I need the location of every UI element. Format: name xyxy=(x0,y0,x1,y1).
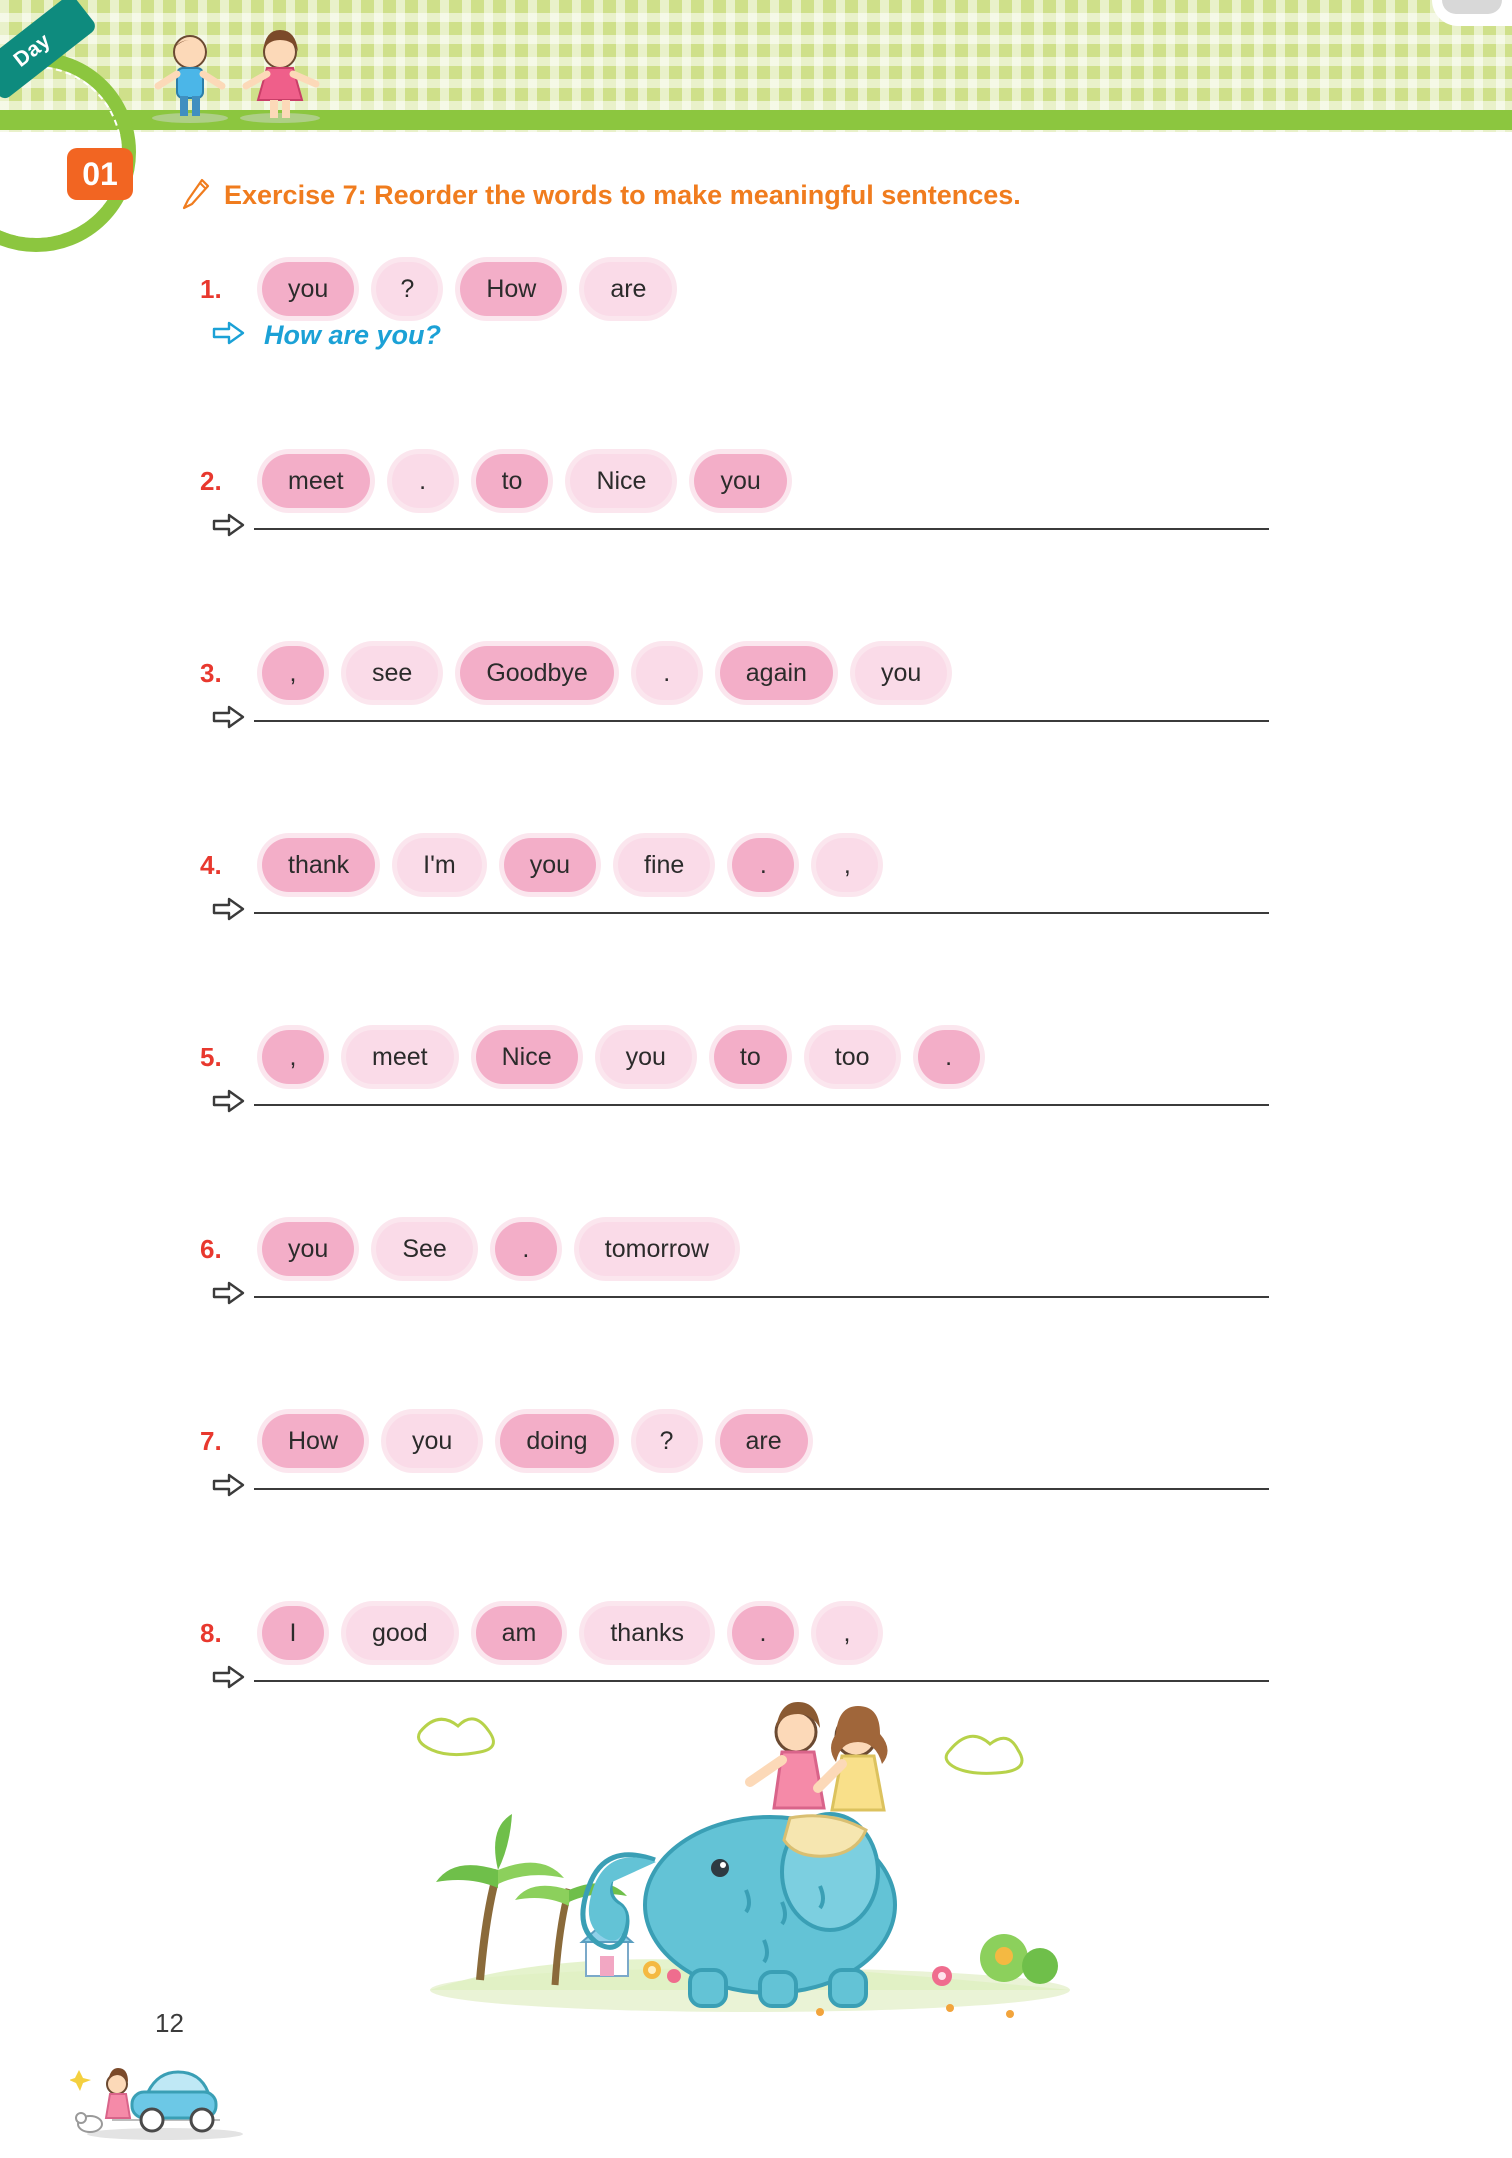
question-row xyxy=(200,1602,900,1664)
arrow-icon xyxy=(212,1280,254,1311)
word-chip[interactable]: , xyxy=(262,1030,324,1084)
word-chip[interactable]: good xyxy=(346,1606,454,1660)
word-chip[interactable]: thanks xyxy=(584,1606,710,1660)
word-chip[interactable]: . xyxy=(392,454,454,508)
word-chip[interactable]: again xyxy=(720,646,833,700)
question-row xyxy=(200,834,900,896)
word-chip[interactable]: you xyxy=(694,454,786,508)
answer-blank-line[interactable] xyxy=(254,1678,1269,1682)
word-chip[interactable]: you xyxy=(386,1414,478,1468)
answer-blank-line[interactable] xyxy=(254,1486,1269,1490)
question-block xyxy=(200,1602,900,1664)
word-chip[interactable]: ? xyxy=(636,1414,698,1468)
word-chip[interactable]: Goodbye xyxy=(460,646,613,700)
answer-blank-line[interactable] xyxy=(254,910,1269,914)
question-row xyxy=(200,450,809,512)
question-row xyxy=(200,642,969,704)
car-illustration xyxy=(70,2048,250,2144)
word-chip[interactable]: too xyxy=(809,1030,896,1084)
word-chip[interactable]: you xyxy=(600,1030,692,1084)
exercise-title-row xyxy=(180,178,1021,212)
question-number: 1. xyxy=(200,273,222,304)
answer-row xyxy=(212,512,1269,543)
question-number: 8. xyxy=(200,1617,222,1648)
page-title: Exercise 7: Reorder the words to make meaningful sentences. xyxy=(224,179,1021,210)
word-chip[interactable]: How xyxy=(262,1414,364,1468)
question-block xyxy=(200,450,809,512)
word-chip[interactable]: . xyxy=(636,646,698,700)
answer-row xyxy=(212,320,441,351)
arrow-icon xyxy=(212,896,254,927)
word-chip[interactable]: See xyxy=(376,1222,472,1276)
arrow-icon xyxy=(212,1472,254,1503)
word-chip[interactable]: doing xyxy=(500,1414,613,1468)
word-chip[interactable]: I'm xyxy=(397,838,482,892)
question-row xyxy=(200,1218,757,1280)
arrow-icon xyxy=(212,1664,254,1695)
word-chip[interactable]: meet xyxy=(262,454,370,508)
answer-row xyxy=(212,1472,1269,1503)
page-number: 12 xyxy=(155,2008,184,2038)
answer-text: How are you? xyxy=(264,320,442,350)
question-block xyxy=(200,642,969,704)
word-chip[interactable]: you xyxy=(855,646,947,700)
word-chip[interactable]: you xyxy=(262,1222,354,1276)
question-number: 7. xyxy=(200,1425,222,1456)
word-chip[interactable]: to xyxy=(476,454,549,508)
question-row xyxy=(200,258,694,320)
word-chip[interactable]: . xyxy=(918,1030,980,1084)
answer-row xyxy=(212,896,1269,927)
question-row xyxy=(200,1026,1002,1088)
answer-blank-line[interactable] xyxy=(254,526,1269,530)
word-chip[interactable]: are xyxy=(720,1414,808,1468)
question-number: 3. xyxy=(200,657,222,688)
word-chip[interactable]: , xyxy=(816,1606,878,1660)
question-number: 6. xyxy=(200,1233,222,1264)
word-chip[interactable]: Nice xyxy=(476,1030,578,1084)
question-block xyxy=(200,1218,757,1280)
word-chip[interactable]: , xyxy=(262,646,324,700)
answer-row xyxy=(212,704,1269,735)
question-block xyxy=(200,1410,830,1472)
word-chip[interactable]: . xyxy=(732,838,794,892)
question-number: 5. xyxy=(200,1041,222,1072)
header-corner-tab xyxy=(1442,0,1502,14)
word-chip[interactable]: ? xyxy=(376,262,438,316)
word-chip[interactable]: fine xyxy=(618,838,710,892)
word-chip[interactable]: , xyxy=(816,838,878,892)
word-chip[interactable]: to xyxy=(714,1030,787,1084)
word-chip[interactable]: are xyxy=(584,262,672,316)
arrow-icon xyxy=(212,512,254,543)
word-chip[interactable]: meet xyxy=(346,1030,454,1084)
arrow-icon xyxy=(212,1088,254,1119)
elephant-illustration xyxy=(390,1690,1110,2020)
word-chip[interactable]: tomorrow xyxy=(579,1222,735,1276)
question-block xyxy=(200,834,900,896)
arrow-icon xyxy=(212,320,254,351)
question-row xyxy=(200,1410,830,1472)
word-chip[interactable]: Nice xyxy=(570,454,672,508)
arrow-icon xyxy=(212,704,254,735)
word-chip[interactable]: you xyxy=(504,838,596,892)
day-number-badge: 01 xyxy=(67,148,133,200)
answer-row xyxy=(212,1088,1269,1119)
answer-blank-line[interactable] xyxy=(254,1294,1269,1298)
word-chip[interactable]: How xyxy=(460,262,562,316)
pencil-icon xyxy=(180,178,210,212)
day-label: Day xyxy=(9,28,56,72)
question-number: 4. xyxy=(200,849,222,880)
question-block xyxy=(200,258,694,320)
kids-illustration xyxy=(130,30,350,125)
word-chip[interactable]: . xyxy=(732,1606,794,1660)
answer-blank-line[interactable] xyxy=(254,1102,1269,1106)
question-number: 2. xyxy=(200,465,222,496)
question-block xyxy=(200,1026,1002,1088)
word-chip[interactable]: . xyxy=(495,1222,557,1276)
answer-blank-line[interactable] xyxy=(254,718,1269,722)
word-chip[interactable]: I xyxy=(262,1606,324,1660)
word-chip[interactable]: see xyxy=(346,646,438,700)
answer-row xyxy=(212,1280,1269,1311)
word-chip[interactable]: thank xyxy=(262,838,375,892)
word-chip[interactable]: am xyxy=(476,1606,563,1660)
word-chip[interactable]: you xyxy=(262,262,354,316)
